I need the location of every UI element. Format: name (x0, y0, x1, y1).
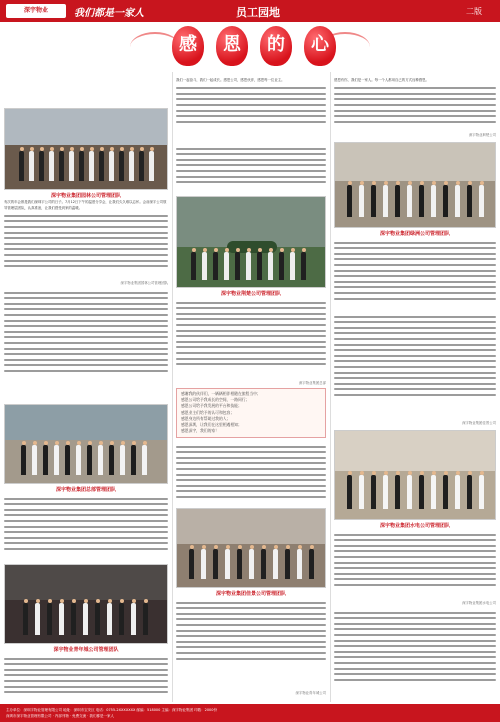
poem-line: 感恩公司给予我发展的平台和技能； (181, 403, 242, 409)
photo-caption-4: 深宇物业荆楚公司管理团队 (220, 291, 281, 297)
article-credit-4: 深宇物业荆楚公司 (468, 133, 496, 137)
banner-char-2: 恩 (216, 26, 248, 66)
article-text-right-3 (334, 312, 496, 420)
masthead-slogan: 我们都是一家人 (74, 8, 144, 19)
article-text-right-4 (334, 530, 496, 600)
gratitude-banner (150, 24, 350, 68)
article-text-middle-5 (176, 598, 326, 668)
photo-caption-5: 深宇物业集团佳景公司管理团队 (215, 591, 286, 597)
photo-caption-6: 深宇物业集团绿洲公司管理团队 (379, 231, 450, 237)
article-text-middle-2 (176, 144, 326, 188)
footer-note: 深圳市深宇物业管理有限公司 · 内部刊物 · 免费交流 · 我们都是一家人 (6, 714, 115, 718)
team-photo-4 (176, 196, 326, 288)
article-paragraph: 我们一起奋斗，我们一起成长。感恩公司，感恩伙伴，感恩每一位业主。 (176, 78, 285, 82)
article-text-middle-3 (176, 298, 326, 378)
team-photo-2 (4, 404, 168, 484)
footer-bar (0, 704, 500, 722)
article-credit-6: 深宇物业集团水电公司 (462, 601, 496, 605)
article-text-left-2 (4, 288, 168, 400)
banner-char-4: 心 (304, 26, 336, 66)
article-credit-5: 深宇物业集团佳景公司 (462, 421, 496, 425)
article-text-right-1 (334, 78, 496, 132)
article-text-left-3 (4, 494, 168, 558)
team-photo-6 (334, 142, 496, 228)
photo-caption-1: 深宇物业集团园林公司管理团队 (50, 193, 121, 199)
poem-line: 感恩深宇，我们的家！ (181, 428, 219, 434)
article-credit-1: 深宇物业集团园林公司管理团队 (120, 281, 168, 285)
team-photo-5 (176, 508, 326, 588)
poem-line: 感谢我的伙伴们，一辆辆相伴相随在旅程当中； (181, 391, 261, 396)
team-photo-3 (4, 564, 168, 644)
article-text-left-1 (4, 200, 168, 280)
photo-caption-7: 深宇物业集团水电公司管理团队 (379, 523, 450, 529)
column-divider (330, 72, 331, 702)
poem-line: 感恩身边所有帮助过我的人； (181, 415, 231, 421)
article-text-middle-4 (176, 442, 326, 504)
banner-char-1: 感 (172, 26, 204, 66)
article-credit-2: 深宇物业集团总部 (298, 381, 326, 385)
column-divider (172, 72, 173, 702)
team-photo-7 (334, 430, 496, 520)
team-photo-1 (4, 108, 168, 190)
article-paragraph: 有次的年会都是我们深圳宇公司的日子。7月12日下午的温度分享会，让我们久久难以忘怀。会前深宇公司领导管理层团队，认真准备，让我们感受到家的温暖。 (4, 200, 167, 210)
page-number: 二版 (466, 7, 482, 16)
poem-line: 感恩深圳，让我们在这里相遇相知； (181, 422, 242, 428)
banner-char-3: 的 (260, 26, 292, 66)
article-credit-3: 深宇物业青年城公司 (295, 691, 326, 695)
photo-caption-3: 深宇物业青年城公司管理团队 (53, 647, 119, 653)
article-text-right-5 (334, 608, 496, 698)
article-text-right-2 (334, 238, 496, 310)
poem-line: 感恩业主们给予的认可和包容； (181, 409, 235, 415)
poem-line: 感恩公司给予我成长的空间，一路同行； (181, 397, 250, 403)
photo-caption-2: 深宇物业集团总部管理团队 (55, 487, 116, 493)
article-paragraph: 感恩有你，我们是一家人。每一个人都用自己的方式诠释感恩。 (334, 78, 429, 82)
article-text-middle-1 (176, 78, 326, 138)
company-logo: 深宇物业 (6, 4, 66, 18)
article-text-left-4 (4, 654, 168, 700)
section-title: 员工园地 (236, 6, 280, 19)
gratitude-poem (176, 388, 326, 438)
footer-publisher-info: 主办单位：深圳宇物业管理有限公司 地址：深圳市宝安区 电话：0755-2XXXXXXX 邮编：518000 主编：深宇物业集团 印数：2000份 (6, 708, 218, 712)
